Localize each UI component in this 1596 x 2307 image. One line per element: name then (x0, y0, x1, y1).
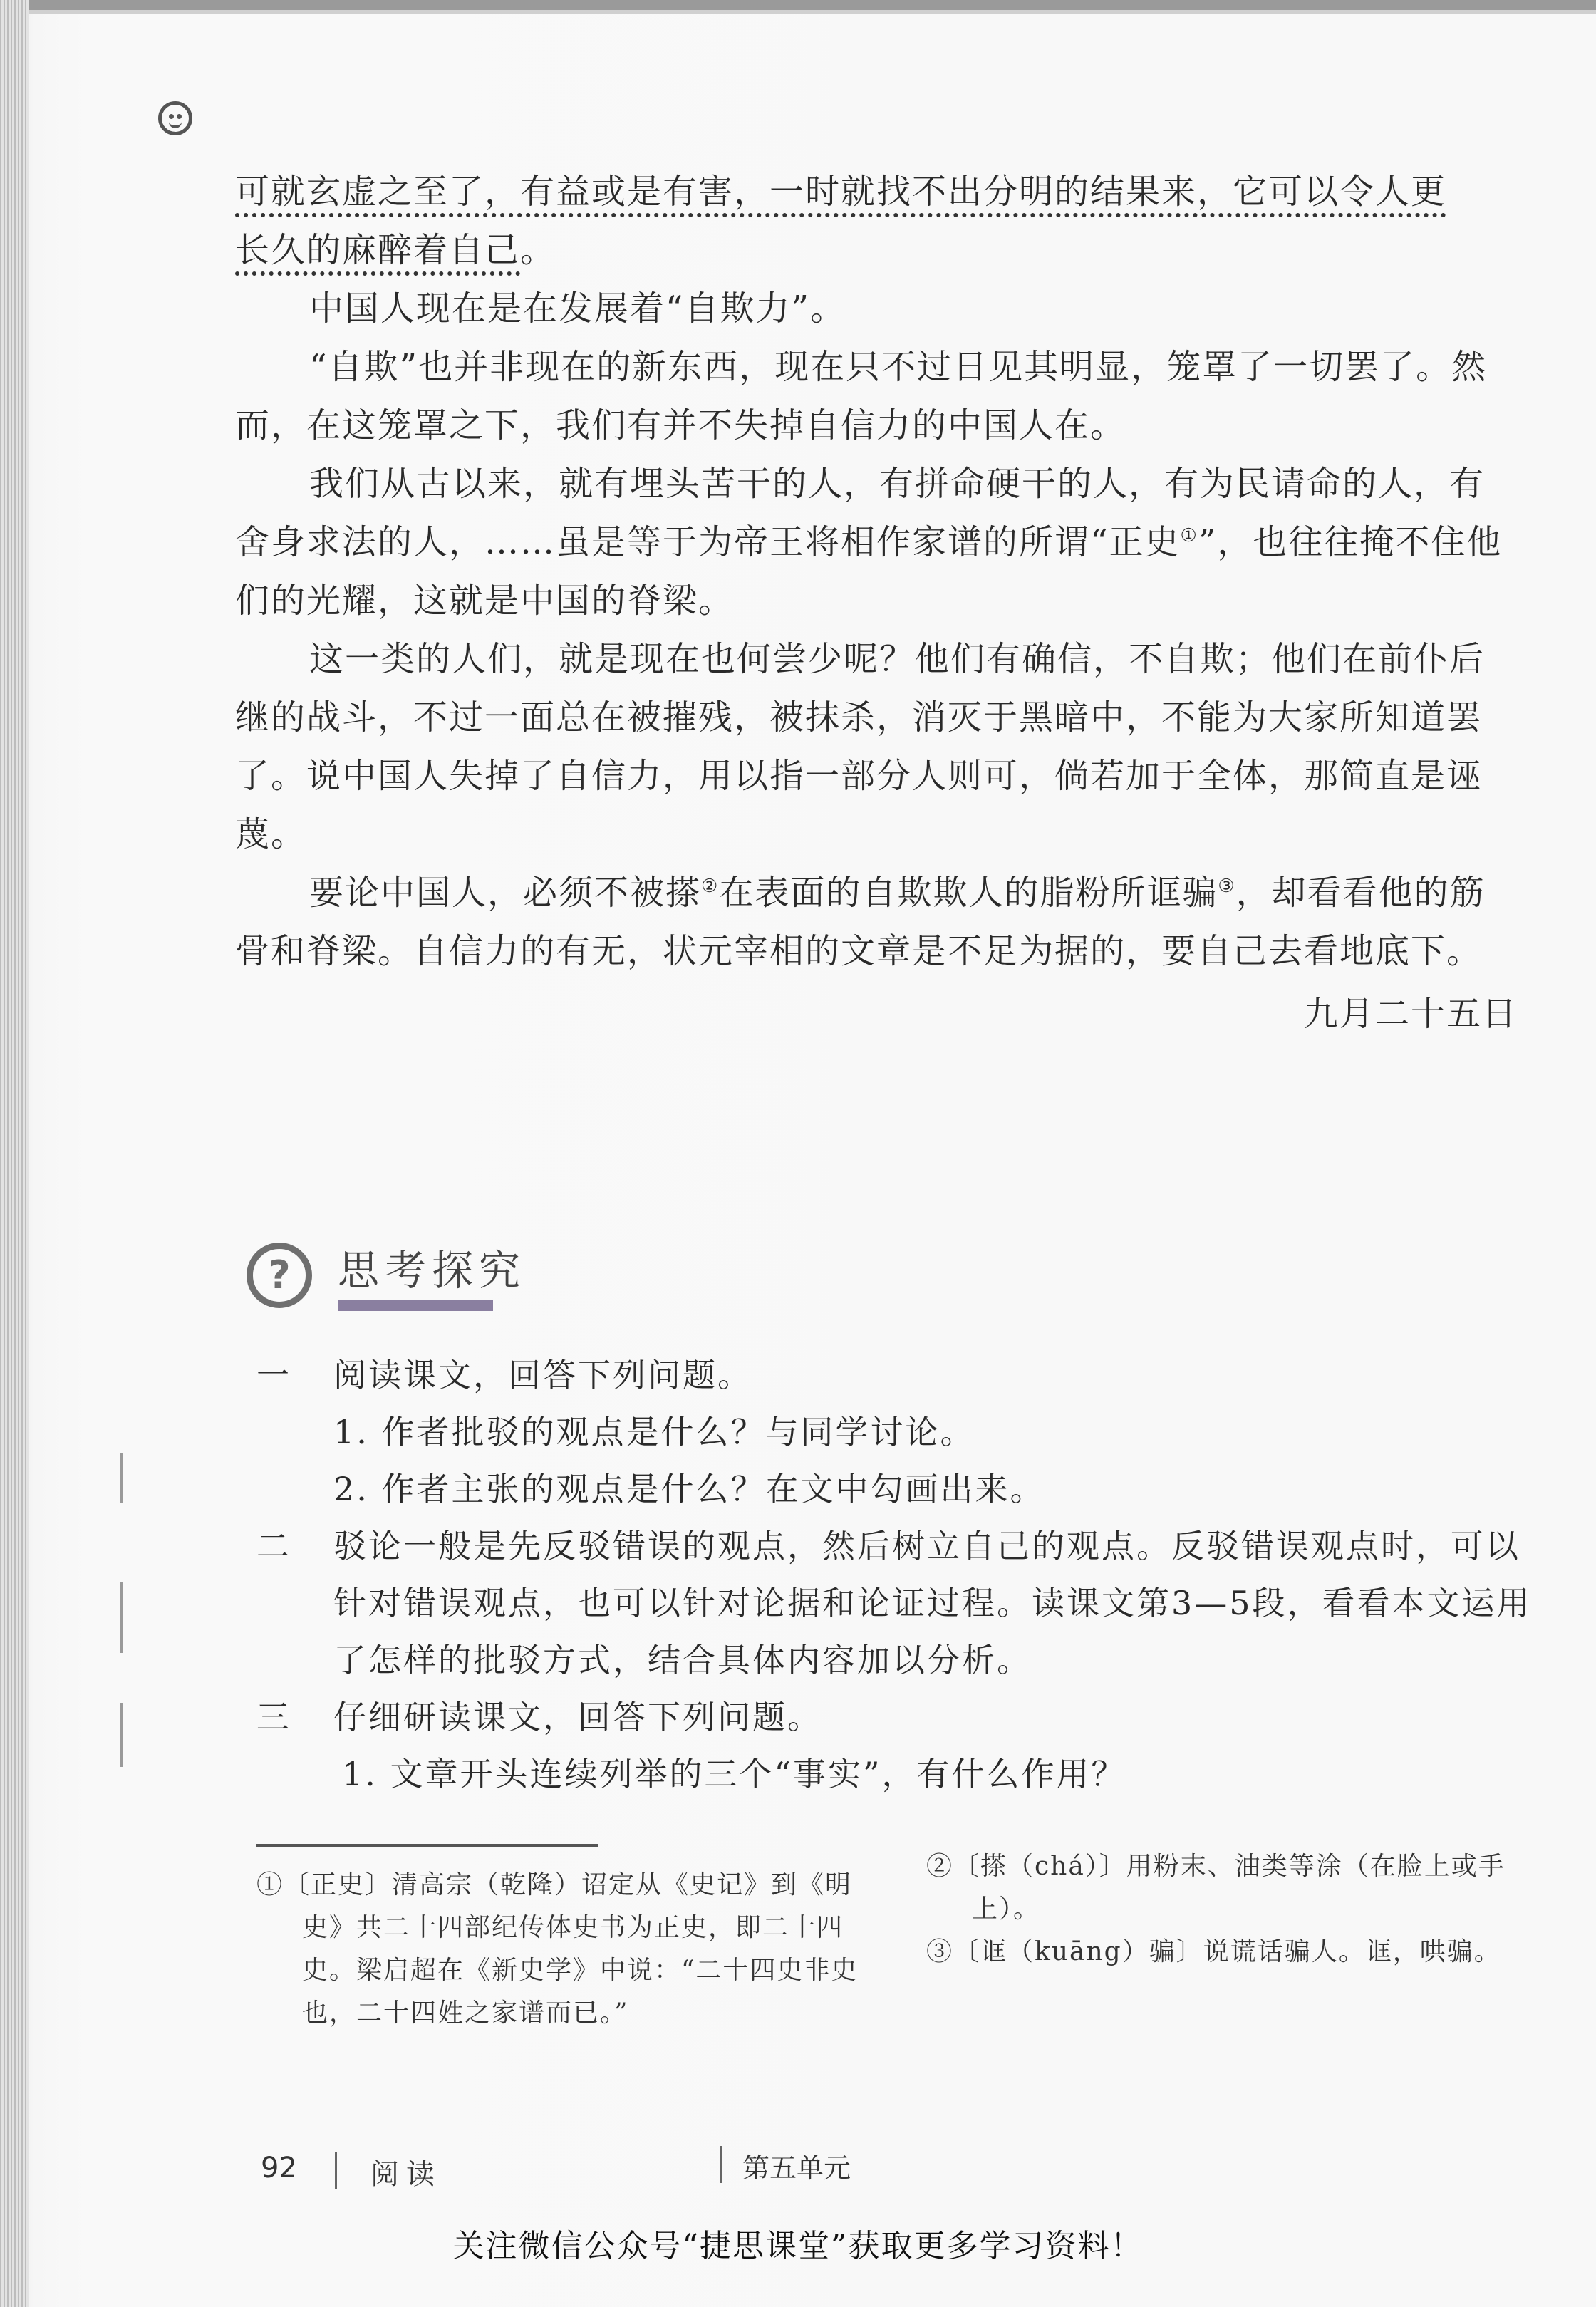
scan-artifact-line (120, 1703, 123, 1767)
footnote: ③〔诓（kuāng）骗〕说谎话骗人。诓，哄骗。 (926, 1937, 1501, 1966)
footnote-divider (256, 1844, 598, 1847)
footnote-ref[interactable]: ① (1180, 525, 1198, 546)
smiley-face-icon (158, 101, 192, 135)
footer-divider (720, 2146, 722, 2183)
page-edge-shadow (0, 0, 28, 2307)
footnote-ref[interactable]: ③ (1218, 876, 1236, 897)
emphasis-text: 可就玄虚之至了，有益或是有害，一时就找不出分明的结果来，它可以令人更 (235, 172, 1447, 212)
exercise-text: 阅读课文，回答下列问题。 (333, 1356, 752, 1394)
footnote: ①〔正史〕清高宗（乾隆）诏定从《史记》到《明史》共二十四部纪传体史书为正史，即二十四史。梁启超在《新史学》中说：“二十四史非史也，二十四姓之家谱而已。” (256, 1870, 859, 2028)
exercise-number: 二 (256, 1527, 291, 1565)
watermark-text: 关注微信公众号“捷思课堂”获取更多学习资料！ (452, 2228, 1144, 2264)
scan-artifact-line (120, 1582, 123, 1653)
section-header (247, 1228, 674, 1321)
exercise-item (256, 1689, 1532, 1746)
footnote: ②〔搽（chá）〕用粉末、油类等涂（在脸上或手上）。 (926, 1852, 1506, 1924)
sub-question: 1. 作者批驳的观点是什么？与同学讨论。 (333, 1413, 975, 1451)
paragraph: 要论中国人，必须不被搽②在表面的自欺欺人的脂粉所诓骗③，却看看他的筋骨和脊梁。自信力的有无，状元宰相的文章是不足为据的，要自己去看地底下。 (235, 873, 1486, 971)
emphasis-text: 长久的麻醉着自己 (235, 230, 521, 270)
section-title: 思考探究 (338, 1246, 527, 1295)
sub-question: 1. 文章开头连续列举的三个“事实”，有什么作用？ (342, 1755, 1126, 1793)
paragraph: “自欺”也并非现在的新东西，现在只不过日见其明显，笼罩了一切罢了。然而，在这笼罩之下，我们有并不失掉自信力的中国人在。 (235, 347, 1488, 445)
footer-divider (335, 2152, 337, 2189)
main-text (235, 162, 1518, 1043)
footnotes-right (926, 1845, 1553, 1974)
footnotes-left (256, 1864, 869, 2035)
essay-date: 九月二十五日 (1303, 994, 1518, 1034)
section-underline (338, 1300, 493, 1311)
footer-section-name: 阅读 (370, 2158, 442, 2191)
footer-unit-name: 第五单元 (742, 2152, 851, 2184)
question-mark-icon: ? (247, 1243, 312, 1308)
sub-question: 2. 作者主张的观点是什么？在文中勾画出来。 (333, 1470, 1045, 1508)
paragraph: 中国人现在是在发展着“自欺力”。 (309, 289, 846, 328)
exercise-text: 仔细研读课文，回答下列问题。 (333, 1698, 822, 1736)
page-number: 92 (261, 2152, 297, 2184)
paragraph: 这一类的人们，就是现在也何尝少呢？他们有确信，不自欺；他们在前仆后继的战斗，不过一面总在被摧残，被抹杀，消灭于黑暗中，不能为大家所知道罢了。说中国人失掉了自信力，用以指一部分人则可，倘若加于全体，那简直是诬蔑。 (235, 639, 1486, 854)
scan-top-edge-shadow (28, 10, 1596, 14)
exercise-text: 驳论一般是先反驳错误的观点，然后树立自己的观点。反驳错误观点时，可以针对错误观点，也可以针对论据和论证过程。读课文第3—5段，看看本文运用了怎样的批驳方式，结合具体内容加以分析。 (333, 1527, 1532, 1679)
scan-top-edge (28, 0, 1596, 10)
exercise-item (256, 1518, 1532, 1689)
exercise-number: 三 (256, 1698, 291, 1736)
paragraph: 我们从古以来，就有埋头苦干的人，有拼命硬干的人，有为民请命的人，有舍身求法的人，……虽是等于为帝王将相作家谱的所谓“正史①”，也往往掩不住他们的光耀，这就是中国的脊梁。 (235, 464, 1503, 621)
paragraph-continued: 可就玄虚之至了，有益或是有害，一时就找不出分明的结果来，它可以令人更 长久的麻醉着自己。 (235, 172, 1447, 270)
footnote-ref[interactable]: ② (701, 876, 720, 897)
exercise-number: 一 (256, 1356, 291, 1394)
exercise-list (256, 1347, 1532, 1803)
exercise-item (256, 1347, 1532, 1404)
scan-artifact-line (120, 1453, 123, 1503)
